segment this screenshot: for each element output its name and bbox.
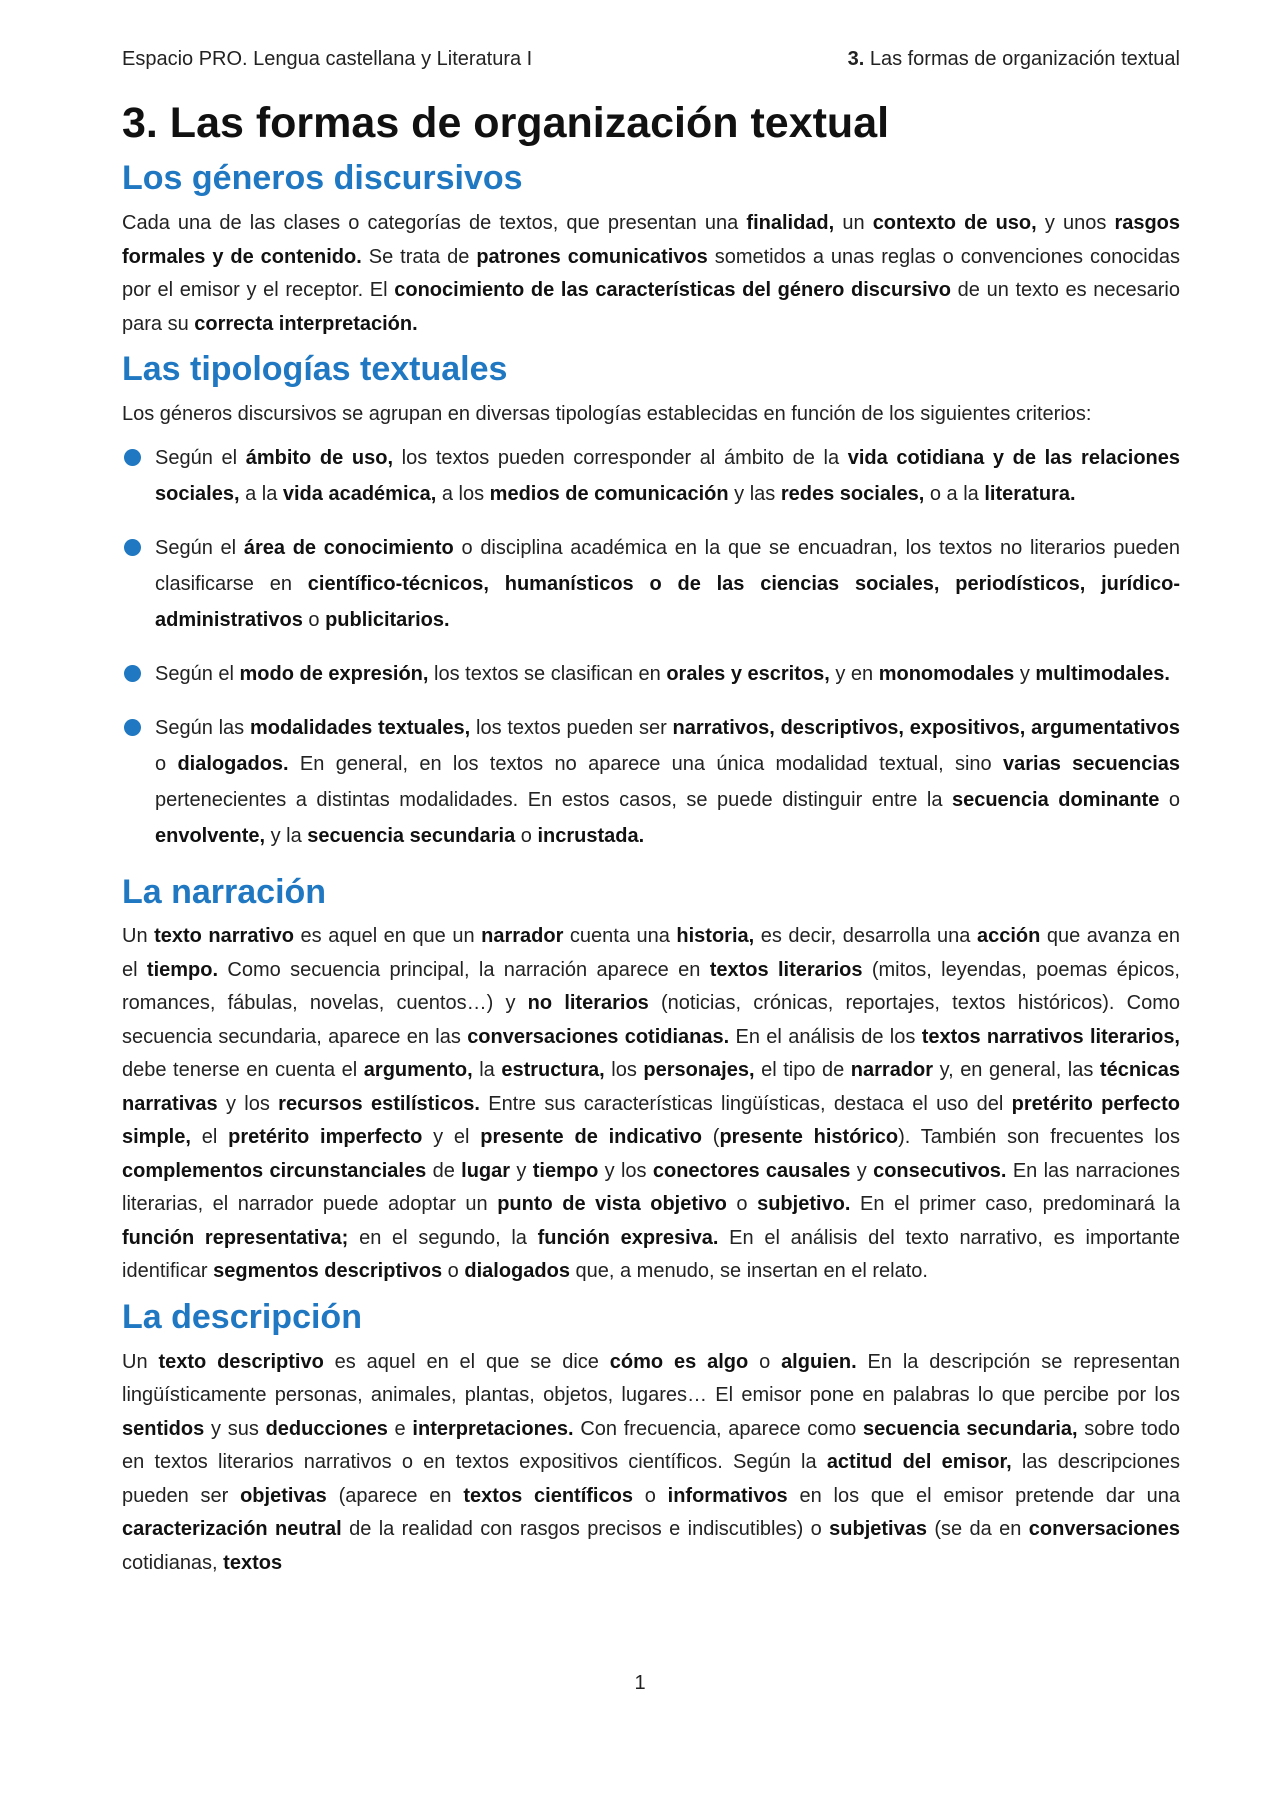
bold-text-run: dialogados.: [177, 752, 289, 775]
bold-text-run: presente de indicativo: [480, 1126, 702, 1149]
bold-text-run: científico-técnicos, humanísticos o de las ciencias sociales, periodísticos, jurídico-administrativos: [155, 572, 1181, 631]
bold-text-run: narrador: [481, 925, 564, 948]
bold-text-run: rasgos formales y de contenido.: [122, 212, 1181, 268]
bold-text-run: envolvente,: [155, 824, 266, 847]
bold-text-run: textos narrativos literarios,: [921, 1025, 1180, 1048]
text-run: En el primer caso, predominará la: [850, 1193, 1180, 1216]
bold-text-run: punto de vista objetivo: [497, 1193, 727, 1216]
text-run: o a la: [924, 482, 985, 505]
list-item-text: [155, 440, 1180, 512]
text-run: o disciplina académica en la que se encuadran, los textos no literarios pueden clasificarse en: [155, 536, 1180, 595]
text-run: y en: [829, 662, 879, 685]
bold-text-run: secuencia secundaria: [307, 824, 516, 847]
text-run: Los géneros discursivos se agrupan en diversas tipologías establecidas en función de los siguientes criterios:: [122, 403, 1092, 426]
text-run: las descripciones pueden ser: [122, 1451, 1180, 1507]
text-run: o: [726, 1193, 758, 1216]
text-run: el: [190, 1126, 229, 1149]
bold-text-run: caracterización neutral: [122, 1518, 342, 1541]
text-run: sometidos a unas reglas o convenciones conocidas por el emisor y el receptor. El: [122, 245, 1180, 302]
text-run: es aquel en que un: [294, 925, 482, 948]
text-run: es decir, desarrolla una: [754, 925, 977, 948]
bold-text-run: ámbito de uso,: [245, 446, 394, 469]
bold-text-run: presente histórico: [719, 1126, 899, 1149]
text-run: cotidianas,: [122, 1551, 224, 1574]
bold-text-run: vida cotidiana y de las relaciones sociales,: [155, 446, 1181, 505]
text-run: o: [442, 1260, 465, 1283]
text-run: En el análisis del texto narrativo, es importante identificar: [122, 1226, 1180, 1283]
bold-text-run: literatura.: [984, 482, 1076, 505]
text-run: o: [1159, 788, 1180, 811]
text-run: a la: [239, 482, 283, 505]
text-run: y: [510, 1159, 533, 1182]
text-run: (se da en: [926, 1518, 1029, 1541]
bold-text-run: conversaciones: [1028, 1518, 1180, 1541]
text-run: Un: [122, 925, 155, 948]
text-run: y los: [598, 1159, 653, 1182]
bold-text-run: argumento,: [363, 1059, 473, 1082]
text-run: o: [748, 1350, 782, 1373]
text-run: Se trata de: [361, 245, 477, 268]
text-run: y: [850, 1159, 874, 1182]
bullet-dot-icon: [124, 719, 141, 736]
bold-text-run: función expresiva.: [537, 1226, 719, 1249]
bold-text-run: sentidos: [122, 1417, 205, 1440]
bold-text-run: multimodales.: [1035, 662, 1170, 685]
section-heading-tipologias: Las tipologías textuales: [122, 350, 508, 389]
list-item-text: [155, 710, 1180, 854]
text-run: en el segundo, la: [348, 1226, 538, 1249]
list-item: [122, 440, 1180, 512]
bold-text-run: conocimiento de las características del género discursivo: [394, 279, 952, 302]
text-run: o: [515, 824, 538, 847]
text-run: los textos se clasifican en: [428, 662, 667, 685]
bold-text-run: interpretaciones.: [412, 1417, 574, 1440]
bold-text-run: deducciones: [265, 1417, 388, 1440]
bold-text-run: conversaciones cotidianas.: [467, 1025, 730, 1048]
section-heading-generos: Los géneros discursivos: [122, 159, 523, 198]
bold-text-run: modalidades textuales,: [249, 716, 471, 739]
paragraph: [122, 207, 1180, 341]
text-run: de un texto es necesario para su: [122, 279, 1180, 335]
bold-text-run: contexto de uso,: [872, 212, 1037, 235]
bold-text-run: publicitarios.: [325, 608, 450, 631]
bold-text-run: vida académica,: [282, 482, 437, 505]
text-run: que, a menudo, se insertan en el relato.: [569, 1260, 928, 1283]
text-run: a los: [436, 482, 490, 505]
header-chapter-title: Las formas de organización textual: [864, 48, 1180, 70]
bold-text-run: estructura,: [501, 1059, 605, 1082]
bold-text-run: secuencia dominante: [951, 788, 1160, 811]
text-run: (: [701, 1126, 720, 1149]
bold-text-run: complementos circunstanciales: [122, 1159, 427, 1182]
text-run: Entre sus características lingüísticas, destaca el uso del: [479, 1092, 1012, 1115]
text-run: en los que el emisor pretende dar una: [787, 1484, 1180, 1507]
text-run: En las narraciones literarias, el narrador puede adoptar un: [122, 1159, 1181, 1216]
text-run: y unos: [1036, 212, 1115, 235]
bold-text-run: narrativos, descriptivos, expositivos, argumentativos: [672, 716, 1181, 739]
text-run: sobre todo en textos literarios narrativos o en textos expositivos científicos. Según la: [122, 1417, 1180, 1474]
bold-text-run: área de conocimiento: [243, 536, 454, 559]
bold-text-run: orales y escritos,: [666, 662, 830, 685]
bold-text-run: segmentos descriptivos: [213, 1260, 443, 1283]
text-run: (aparece en: [326, 1484, 464, 1507]
bold-text-run: medios de comunicación: [489, 482, 729, 505]
text-run: la: [472, 1059, 502, 1082]
list-item-text: [155, 656, 1180, 692]
text-run: y el: [422, 1126, 481, 1149]
text-run: los textos pueden corresponder al ámbito de la: [393, 446, 848, 469]
bullet-dot-icon: [124, 449, 141, 466]
text-run: o: [632, 1484, 668, 1507]
bold-text-run: tiempo: [532, 1159, 599, 1182]
bold-text-run: modo de expresión,: [239, 662, 429, 685]
bold-text-run: tiempo.: [146, 958, 219, 981]
text-run: cuenta una: [563, 925, 677, 948]
section-heading-narracion: La narración: [122, 872, 327, 911]
text-run: En la descripción se representan lingüísticamente personas, animales, plantas, objetos, lugares… El emisor pone en palabras lo que percibe por los: [122, 1350, 1181, 1407]
text-run: En el análisis de los: [729, 1025, 922, 1048]
text-run: debe tenerse en cuenta el: [122, 1059, 364, 1082]
text-run: y: [1014, 662, 1036, 685]
text-run: de: [426, 1159, 462, 1182]
bold-text-run: técnicas narrativas: [122, 1059, 1180, 1115]
paragraph: [122, 1346, 1180, 1581]
text-run: Según el: [155, 662, 240, 685]
text-run: Con frecuencia, aparece como: [573, 1417, 863, 1440]
text-run: (noticias, crónicas, reportajes, textos históricos). Como secuencia secundaria, aparece en las: [122, 992, 1180, 1048]
bold-text-run: lugar: [461, 1159, 511, 1182]
text-run: Según las: [155, 716, 250, 739]
text-run: ). También son frecuentes los: [898, 1126, 1180, 1149]
bold-text-run: texto narrativo: [154, 925, 295, 948]
list-item: [122, 530, 1180, 638]
text-run: o: [155, 752, 178, 775]
bold-text-run: redes sociales,: [780, 482, 925, 505]
bold-text-run: finalidad,: [746, 212, 835, 235]
text-run: y la: [265, 824, 308, 847]
page-number: 1: [634, 1672, 646, 1694]
text-run: Según el: [155, 446, 246, 469]
list-item-text: [155, 530, 1180, 638]
text-run: el tipo de: [754, 1059, 851, 1082]
list-item: [122, 710, 1180, 854]
bold-text-run: incrustada.: [537, 824, 645, 847]
bold-text-run: textos literarios: [709, 958, 863, 981]
header-left-text: Espacio PRO. Lengua castellana y Literatura I: [122, 48, 533, 70]
bold-text-run: actitud del emisor,: [826, 1451, 1012, 1474]
text-run: los: [604, 1059, 644, 1082]
bold-text-run: patrones comunicativos: [476, 245, 708, 268]
text-run: o: [302, 608, 326, 631]
bold-text-run: historia,: [676, 925, 755, 948]
running-header: [122, 0, 1180, 71]
bold-text-run: no literarios: [527, 992, 649, 1015]
text-run: de la realidad con rasgos precisos e indiscutibles) o: [341, 1518, 830, 1541]
text-run: un: [834, 212, 873, 235]
text-run: es aquel en el que se dice: [323, 1350, 610, 1373]
text-run: y las: [728, 482, 781, 505]
bold-text-run: consecutivos.: [873, 1159, 1007, 1182]
bold-text-run: alguien.: [781, 1350, 857, 1373]
text-run: pertenecientes a distintas modalidades. En estos casos, se puede distinguir entre la: [155, 788, 952, 811]
paragraph: [122, 920, 1180, 1289]
text-run: y, en general, las: [933, 1059, 1100, 1082]
bold-text-run: recursos estilísticos.: [278, 1092, 480, 1115]
text-run: y los: [217, 1092, 279, 1115]
bold-text-run: textos científicos: [463, 1484, 633, 1507]
text-run: Cada una de las clases o categorías de textos, que presentan una: [122, 212, 747, 235]
section-heading-descripcion: La descripción: [122, 1297, 362, 1336]
bold-text-run: subjetivo.: [757, 1193, 851, 1216]
criteria-list: [122, 440, 1180, 854]
text-run: Como secuencia principal, la narración aparece en: [218, 958, 710, 981]
list-item: [122, 656, 1180, 692]
bold-text-run: personajes,: [643, 1059, 755, 1082]
bullet-dot-icon: [124, 539, 141, 556]
bold-text-run: dialogados: [464, 1260, 570, 1283]
bold-text-run: pretérito imperfecto: [228, 1126, 423, 1149]
text-run: que avanza en el: [122, 925, 1181, 981]
header-chapter-number: 3.: [847, 48, 865, 70]
bold-text-run: acción: [976, 925, 1041, 948]
bold-text-run: secuencia secundaria,: [862, 1417, 1078, 1440]
bold-text-run: textos: [223, 1551, 283, 1574]
bold-text-run: pretérito perfecto simple,: [122, 1092, 1181, 1149]
bold-text-run: cómo es algo: [609, 1350, 749, 1373]
text-run: los textos pueden ser: [470, 716, 673, 739]
text-run: (mitos, leyendas, poemas épicos, romances, fábulas, novelas, cuentos…) y: [122, 958, 1180, 1015]
bold-text-run: monomodales: [878, 662, 1015, 685]
bold-text-run: subjetivas: [829, 1518, 927, 1541]
text-run: Un: [122, 1350, 159, 1373]
bold-text-run: función representativa;: [122, 1226, 349, 1249]
page-title: 3. Las formas de organización textual: [122, 99, 890, 147]
bold-text-run: informativos: [667, 1484, 788, 1507]
text-run: e: [387, 1417, 413, 1440]
text-run: Según el: [155, 536, 244, 559]
bullet-dot-icon: [124, 665, 141, 682]
bold-text-run: conectores causales: [652, 1159, 851, 1182]
bold-text-run: varias secuencias: [1002, 752, 1180, 775]
text-run: y sus: [204, 1417, 266, 1440]
bold-text-run: texto descriptivo: [158, 1350, 324, 1373]
bold-text-run: narrador: [850, 1059, 934, 1082]
paragraph: [122, 398, 1180, 432]
header-right-text: [848, 48, 1180, 71]
text-run: En general, en los textos no aparece una única modalidad textual, sino: [288, 752, 1003, 775]
bold-text-run: objetivas: [240, 1484, 327, 1507]
bold-text-run: correcta interpretación.: [194, 312, 418, 335]
